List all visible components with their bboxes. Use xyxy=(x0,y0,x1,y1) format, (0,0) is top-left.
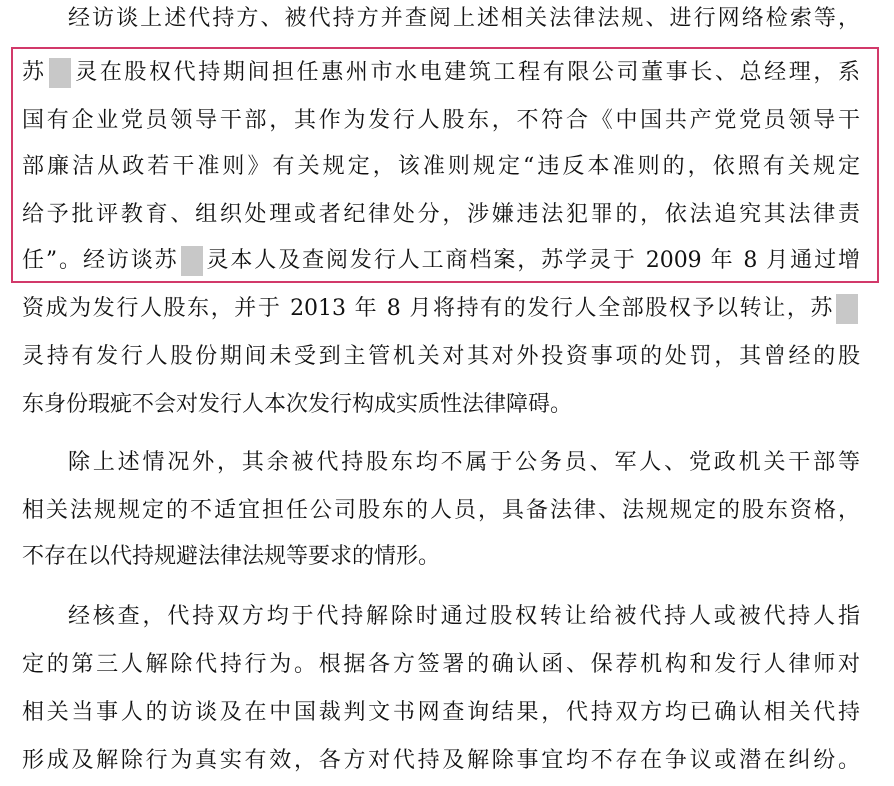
text-segment: 任”。经访谈苏 xyxy=(22,248,179,273)
text-segment: 定的第三人解除代持行为。根据各方签署的确认函、保荐机构和发行人律师对 xyxy=(22,652,860,677)
paragraph-1-line-6 xyxy=(22,246,860,276)
redacted-name-block xyxy=(49,58,71,88)
text-segment: 东身份瑕疵不会对发行人本次发行构成实质性法律障碍。 xyxy=(22,392,573,417)
text-segment: 形成及解除行为真实有效，各方对代持及解除事宜均不存在争议或潜在纠纷。 xyxy=(22,748,860,773)
text-segment: 经核查，代持双方均于代持解除时通过股权转让给被代持人或被代持人指 xyxy=(68,604,860,629)
paragraph-2-line-1 xyxy=(68,448,860,478)
paragraph-1-line-2 xyxy=(22,58,860,88)
paragraph-3-line-2 xyxy=(22,650,860,680)
paragraph-1-line-8 xyxy=(22,342,860,372)
text-segment: 不存在以代持规避法律法规等要求的情形。 xyxy=(22,544,441,569)
text-segment: 灵持有发行人股份期间未受到主管机关对其对外投资事项的处罚，其曾经的股 xyxy=(22,344,860,369)
text-segment: 给予批评教育、组织处理或者纪律处分，涉嫌违法犯罪的，依法追究其法律责 xyxy=(22,202,860,227)
text-segment: 相关法规规定的不适宜担任公司股东的人员，具备法律、法规规定的股东资格， xyxy=(22,498,860,523)
paragraph-1-line-7 xyxy=(22,294,860,324)
paragraph-1-line-1 xyxy=(68,4,860,34)
paragraph-2-line-3 xyxy=(22,542,440,572)
text-segment: 经访谈上述代持方、被代持方并查阅上述相关法律法规、进行网络检索等， xyxy=(68,6,860,31)
paragraph-1-line-9 xyxy=(22,390,572,420)
text-segment: 相关当事人的访谈及在中国裁判文书网查询结果，代持双方均已确认相关代持 xyxy=(22,700,860,725)
text-segment: 苏 xyxy=(22,60,47,85)
paragraph-3-line-3 xyxy=(22,698,860,728)
text-segment: 灵在股权代持期间担任惠州市水电建筑工程有限公司董事长、总经理，系 xyxy=(72,60,860,85)
text-segment: 国有企业党员领导干部，其作为发行人股东，不符合《中国共产党党员领导干 xyxy=(22,108,860,133)
paragraph-1-line-4 xyxy=(22,152,860,182)
text-segment: 部廉洁从政若干准则》有关规定，该准则规定“违反本准则的，依照有关规定 xyxy=(22,154,860,179)
paragraph-2-line-2 xyxy=(22,496,860,526)
paragraph-3-line-4 xyxy=(22,746,860,776)
redacted-name-block xyxy=(836,294,858,324)
text-segment: 资成为发行人股东，并于 2013 年 8 月将持有的发行人全部股权予以转让，苏 xyxy=(22,296,834,321)
text-segment: 除上述情况外，其余被代持股东均不属于公务员、军人、党政机关干部等 xyxy=(68,450,860,475)
redacted-name-block xyxy=(181,246,203,276)
paragraph-1-line-3 xyxy=(22,106,860,136)
text-segment: 灵本人及查阅发行人工商档案，苏学灵于 2009 年 8 月通过增 xyxy=(204,248,860,273)
paragraph-1-line-5 xyxy=(22,200,860,230)
paragraph-3-line-1 xyxy=(68,602,860,632)
